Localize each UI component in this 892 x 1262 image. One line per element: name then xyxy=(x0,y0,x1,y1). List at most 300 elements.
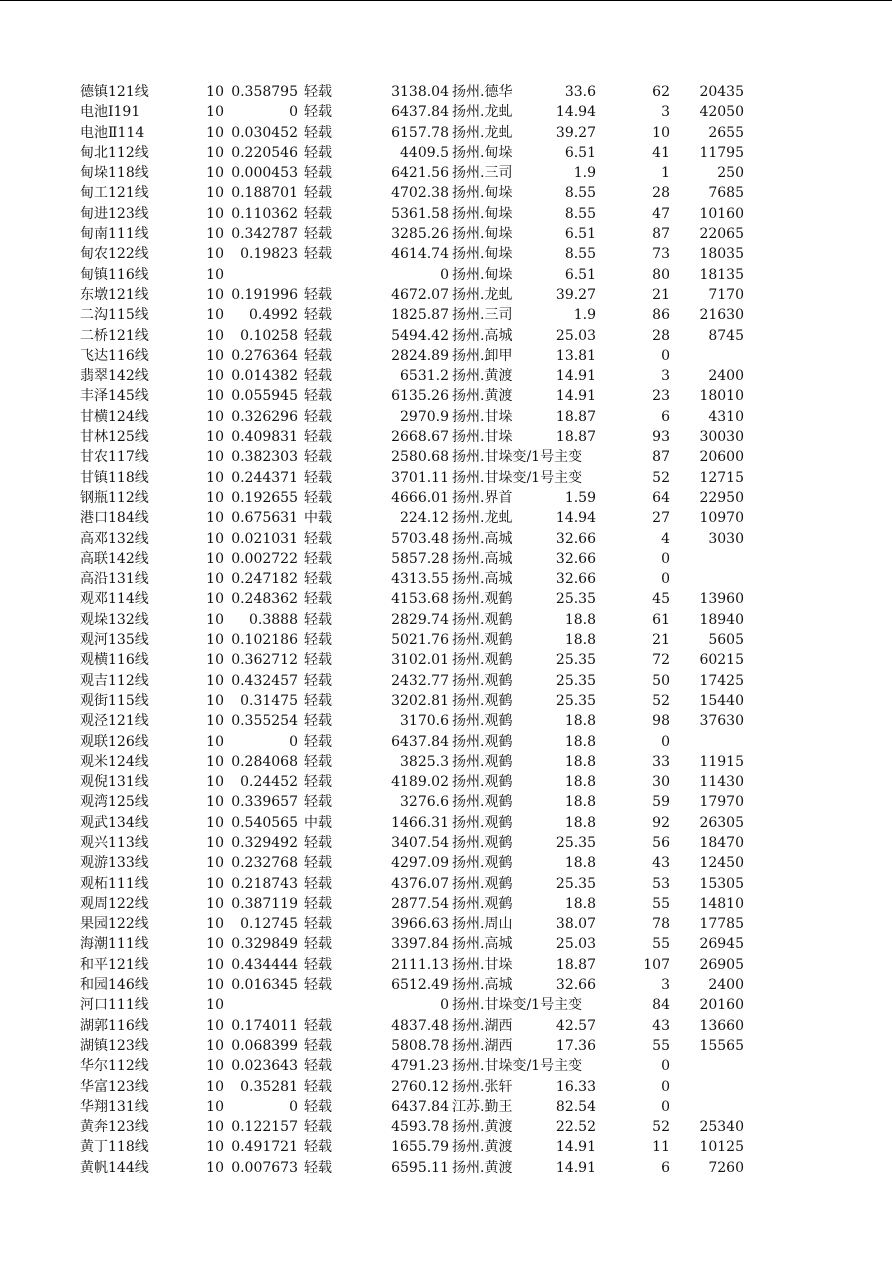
table-row xyxy=(0,894,892,914)
capacity-cell: 6437.84 xyxy=(391,104,449,121)
count-cell: 55 xyxy=(652,1037,670,1054)
count-cell: 52 xyxy=(652,692,670,709)
load-rate-cell: 0.35281 xyxy=(240,1078,298,1095)
length-cell: 32.66 xyxy=(555,977,596,994)
load-status-cell: 轻载 xyxy=(304,1159,332,1176)
line-name-cell: 德镇121线 xyxy=(80,84,149,100)
capacity-cell: 3407.54 xyxy=(391,834,449,851)
capacity-cell: 4409.5 xyxy=(400,144,449,161)
load-status-cell: 轻载 xyxy=(304,550,332,567)
line-name-cell: 华尔112线 xyxy=(80,1058,149,1075)
count-cell: 3 xyxy=(661,104,670,121)
count-cell: 45 xyxy=(652,591,670,608)
length-cell: 18.87 xyxy=(555,429,596,446)
table-row xyxy=(0,995,892,1015)
substation-cell: 扬州.观鹤 xyxy=(452,733,513,750)
load-status-cell: 轻载 xyxy=(304,1037,332,1054)
line-name-cell: 东墩121线 xyxy=(80,286,149,303)
line-name-cell: 观湾125线 xyxy=(80,794,149,811)
table-row xyxy=(0,1137,892,1157)
substation-cell: 扬州.观鹤 xyxy=(452,753,513,770)
voltage-cell: 10 xyxy=(206,814,224,831)
voltage-cell: 10 xyxy=(206,672,224,689)
count-cell: 0 xyxy=(661,571,670,588)
load-rate-cell: 0.002722 xyxy=(231,550,298,567)
substation-cell: 扬州.高城 xyxy=(452,550,513,567)
line-name-cell: 黄帆144线 xyxy=(80,1159,149,1176)
table-row xyxy=(0,610,892,630)
load-status-cell: 轻载 xyxy=(304,591,332,608)
value-cell: 11430 xyxy=(699,774,744,791)
load-status-cell: 轻载 xyxy=(304,165,332,182)
load-rate-cell: 0.122157 xyxy=(231,1119,298,1136)
line-name-cell: 高联142线 xyxy=(80,550,149,567)
line-name-cell: 观武134线 xyxy=(80,814,149,831)
line-name-cell: 二桥121线 xyxy=(80,327,149,344)
voltage-cell: 10 xyxy=(206,104,224,121)
capacity-cell: 0 xyxy=(440,266,449,283)
substation-cell: 扬州.观鹤 xyxy=(452,652,513,669)
table-row xyxy=(0,386,892,406)
load-rate-cell: 0.068399 xyxy=(231,1037,298,1054)
load-status-cell: 轻载 xyxy=(304,875,332,892)
capacity-cell: 4614.74 xyxy=(391,246,449,263)
line-name-cell: 和园146线 xyxy=(80,977,149,994)
load-status-cell: 轻载 xyxy=(304,489,332,506)
substation-cell: 扬州.甸垛 xyxy=(452,246,513,263)
load-status-cell: 轻载 xyxy=(304,205,332,222)
voltage-cell: 10 xyxy=(206,591,224,608)
length-cell: 6.51 xyxy=(564,266,596,283)
table-row xyxy=(0,569,892,589)
count-cell: 43 xyxy=(652,855,670,872)
count-cell: 0 xyxy=(661,733,670,750)
voltage-cell: 10 xyxy=(206,368,224,385)
load-rate-cell: 0.218743 xyxy=(231,875,298,892)
value-cell: 18035 xyxy=(699,246,744,263)
load-rate-cell: 0.192655 xyxy=(231,489,298,506)
load-status-cell: 轻载 xyxy=(304,1119,332,1136)
value-cell: 17785 xyxy=(699,916,744,933)
count-cell: 21 xyxy=(652,286,670,303)
table-row xyxy=(0,711,892,731)
line-name-cell: 飞达116线 xyxy=(80,347,149,364)
load-status-cell: 轻载 xyxy=(304,226,332,243)
line-name-cell: 钢瓶112线 xyxy=(80,489,149,506)
substation-cell: 江苏.勤王 xyxy=(452,1098,513,1115)
load-status-cell: 轻载 xyxy=(304,1139,332,1156)
line-name-cell: 高邓132线 xyxy=(80,530,149,547)
length-cell: 38.07 xyxy=(555,916,596,933)
length-cell: 33.6 xyxy=(564,84,596,100)
load-rate-cell: 0.016345 xyxy=(231,977,298,994)
line-name-cell: 甸南111线 xyxy=(80,226,149,243)
load-rate-cell: 0.232768 xyxy=(231,855,298,872)
load-status-cell: 轻载 xyxy=(304,571,332,588)
load-rate-cell: 0.326296 xyxy=(231,408,298,425)
load-rate-cell: 0.31475 xyxy=(240,692,298,709)
load-rate-cell: 0.10258 xyxy=(240,327,298,344)
table-row xyxy=(0,326,892,346)
count-cell: 28 xyxy=(652,327,670,344)
table-row xyxy=(0,934,892,954)
value-cell: 37630 xyxy=(699,713,744,730)
value-cell: 26905 xyxy=(699,956,744,973)
count-cell: 33 xyxy=(652,753,670,770)
line-name-cell: 甘农117线 xyxy=(80,449,149,466)
length-cell: 18.8 xyxy=(564,632,596,649)
load-status-cell: 中载 xyxy=(304,814,332,831)
length-cell: 18.8 xyxy=(564,713,596,730)
voltage-cell: 10 xyxy=(206,977,224,994)
length-cell: 18.8 xyxy=(564,774,596,791)
capacity-cell: 5494.42 xyxy=(391,327,449,344)
length-cell: 18.8 xyxy=(564,753,596,770)
load-status-cell: 轻载 xyxy=(304,144,332,161)
count-cell: 59 xyxy=(652,794,670,811)
load-rate-cell: 0.102186 xyxy=(231,632,298,649)
value-cell: 13660 xyxy=(699,1017,744,1034)
value-cell: 250 xyxy=(717,165,744,182)
voltage-cell: 10 xyxy=(206,652,224,669)
table-row xyxy=(0,792,892,812)
load-status-cell: 轻载 xyxy=(304,246,332,263)
substation-cell: 扬州.高城 xyxy=(452,571,513,588)
count-cell: 6 xyxy=(661,1159,670,1176)
substation-cell: 扬州.观鹤 xyxy=(452,692,513,709)
load-rate-cell: 0.247182 xyxy=(231,571,298,588)
length-cell: 32.66 xyxy=(555,571,596,588)
load-rate-cell: 0.342787 xyxy=(231,226,298,243)
count-cell: 55 xyxy=(652,895,670,912)
table-row xyxy=(0,224,892,244)
value-cell: 15565 xyxy=(699,1037,744,1054)
line-name-cell: 湖郭116线 xyxy=(80,1017,149,1034)
count-cell: 87 xyxy=(652,449,670,466)
substation-cell: 扬州.甘垛变/1号主变 xyxy=(452,997,583,1014)
load-status-cell: 轻载 xyxy=(304,774,332,791)
table-row xyxy=(0,955,892,975)
line-name-cell: 观街115线 xyxy=(80,692,149,709)
value-cell: 7685 xyxy=(708,185,744,202)
load-status-cell: 轻载 xyxy=(304,530,332,547)
capacity-cell: 4313.55 xyxy=(391,571,449,588)
load-status-cell: 轻载 xyxy=(304,449,332,466)
capacity-cell: 4153.68 xyxy=(391,591,449,608)
voltage-cell: 10 xyxy=(206,632,224,649)
capacity-cell: 2580.68 xyxy=(391,449,449,466)
capacity-cell: 6437.84 xyxy=(391,733,449,750)
capacity-cell: 3966.63 xyxy=(391,916,449,933)
capacity-cell: 2111.13 xyxy=(391,956,449,973)
table-row xyxy=(0,143,892,163)
load-rate-cell: 0.12745 xyxy=(240,916,298,933)
count-cell: 56 xyxy=(652,834,670,851)
voltage-cell: 10 xyxy=(206,753,224,770)
capacity-cell: 2877.54 xyxy=(391,895,449,912)
count-cell: 93 xyxy=(652,429,670,446)
length-cell: 32.66 xyxy=(555,530,596,547)
substation-cell: 扬州.观鹤 xyxy=(452,672,513,689)
load-rate-cell: 0.191996 xyxy=(231,286,298,303)
count-cell: 73 xyxy=(652,246,670,263)
capacity-cell: 5857.28 xyxy=(391,550,449,567)
capacity-cell: 3202.81 xyxy=(391,692,449,709)
load-status-cell: 轻载 xyxy=(304,1098,332,1115)
value-cell: 18470 xyxy=(699,834,744,851)
table-row xyxy=(0,204,892,224)
voltage-cell: 10 xyxy=(206,327,224,344)
load-rate-cell: 0.3888 xyxy=(249,611,298,628)
line-name-cell: 高沿131线 xyxy=(80,571,149,588)
table-row xyxy=(0,853,892,873)
capacity-cell: 3276.6 xyxy=(400,794,449,811)
load-status-cell: 轻载 xyxy=(304,327,332,344)
voltage-cell: 10 xyxy=(206,550,224,567)
line-name-cell: 观吉112线 xyxy=(80,672,149,689)
table-row xyxy=(0,468,892,488)
substation-cell: 扬州.甘垛 xyxy=(452,429,513,446)
line-name-cell: 甸农122线 xyxy=(80,246,149,263)
value-cell: 3030 xyxy=(708,530,744,547)
substation-cell: 扬州.观鹤 xyxy=(452,591,513,608)
load-rate-cell: 0.329492 xyxy=(231,834,298,851)
load-rate-cell: 0.362712 xyxy=(231,652,298,669)
load-status-cell: 轻载 xyxy=(304,429,332,446)
line-name-cell: 黄奔123线 xyxy=(80,1119,149,1136)
voltage-cell: 10 xyxy=(206,205,224,222)
voltage-cell: 10 xyxy=(206,733,224,750)
capacity-cell: 3825.3 xyxy=(400,753,449,770)
substation-cell: 扬州.黄渡 xyxy=(452,388,513,405)
load-rate-cell: 0.276364 xyxy=(231,347,298,364)
table-row xyxy=(0,447,892,467)
length-cell: 22.52 xyxy=(555,1119,596,1136)
line-name-cell: 甸垛118线 xyxy=(80,165,149,182)
load-status-cell: 轻载 xyxy=(304,1058,332,1075)
length-cell: 18.87 xyxy=(555,408,596,425)
substation-cell: 扬州.观鹤 xyxy=(452,814,513,831)
length-cell: 39.27 xyxy=(555,286,596,303)
count-cell: 21 xyxy=(652,632,670,649)
table-row xyxy=(0,102,892,122)
count-cell: 27 xyxy=(652,510,670,527)
value-cell: 2400 xyxy=(708,977,744,994)
capacity-cell: 5361.58 xyxy=(391,205,449,222)
capacity-cell: 6157.78 xyxy=(391,124,449,141)
load-status-cell: 轻载 xyxy=(304,916,332,933)
count-cell: 0 xyxy=(661,347,670,364)
value-cell: 2655 xyxy=(708,124,744,141)
value-cell: 15305 xyxy=(699,875,744,892)
value-cell: 18135 xyxy=(699,266,744,283)
table-row xyxy=(0,488,892,508)
capacity-cell: 224.12 xyxy=(400,510,449,527)
line-name-cell: 黄丁118线 xyxy=(80,1139,149,1156)
capacity-cell: 2829.74 xyxy=(391,611,449,628)
count-cell: 86 xyxy=(652,307,670,324)
count-cell: 0 xyxy=(661,1058,670,1075)
table-row xyxy=(0,346,892,366)
length-cell: 18.8 xyxy=(564,814,596,831)
line-name-cell: 电池Ⅰ191 xyxy=(80,104,141,121)
count-cell: 52 xyxy=(652,1119,670,1136)
capacity-cell: 6531.2 xyxy=(400,368,449,385)
count-cell: 72 xyxy=(652,652,670,669)
line-name-cell: 港口184线 xyxy=(80,510,149,527)
count-cell: 4 xyxy=(661,530,670,547)
voltage-cell: 10 xyxy=(206,429,224,446)
count-cell: 92 xyxy=(652,814,670,831)
line-name-cell: 甸工121线 xyxy=(80,185,149,202)
load-rate-cell: 0.675631 xyxy=(231,510,298,527)
capacity-cell: 4791.23 xyxy=(391,1058,449,1075)
voltage-cell: 10 xyxy=(206,165,224,182)
table-row xyxy=(0,285,892,305)
length-cell: 6.51 xyxy=(564,226,596,243)
substation-cell: 扬州.高城 xyxy=(452,977,513,994)
table-row xyxy=(0,752,892,772)
value-cell: 42050 xyxy=(699,104,744,121)
voltage-cell: 10 xyxy=(206,936,224,953)
substation-cell: 扬州.三司 xyxy=(452,307,513,324)
voltage-cell: 10 xyxy=(206,1078,224,1095)
substation-cell: 扬州.龙虬 xyxy=(452,286,513,303)
line-name-cell: 观倪131线 xyxy=(80,774,149,791)
length-cell: 25.03 xyxy=(555,327,596,344)
load-status-cell: 轻载 xyxy=(304,753,332,770)
substation-cell: 扬州.黄渡 xyxy=(452,1159,513,1176)
load-status-cell: 轻载 xyxy=(304,408,332,425)
voltage-cell: 10 xyxy=(206,1058,224,1075)
line-name-cell: 海潮111线 xyxy=(80,936,149,953)
voltage-cell: 10 xyxy=(206,895,224,912)
count-cell: 55 xyxy=(652,936,670,953)
count-cell: 61 xyxy=(652,611,670,628)
length-cell: 39.27 xyxy=(555,124,596,141)
count-cell: 52 xyxy=(652,469,670,486)
capacity-cell: 6512.49 xyxy=(391,977,449,994)
value-cell: 22950 xyxy=(699,489,744,506)
capacity-cell: 3701.11 xyxy=(391,469,449,486)
load-rate-cell: 0.540565 xyxy=(231,814,298,831)
value-cell: 10160 xyxy=(699,205,744,222)
voltage-cell: 10 xyxy=(206,286,224,303)
load-rate-cell: 0.4992 xyxy=(249,307,298,324)
substation-cell: 扬州.观鹤 xyxy=(452,632,513,649)
value-cell: 30030 xyxy=(699,429,744,446)
count-cell: 23 xyxy=(652,388,670,405)
count-cell: 107 xyxy=(643,956,670,973)
value-cell: 21630 xyxy=(699,307,744,324)
voltage-cell: 10 xyxy=(206,956,224,973)
load-rate-cell: 0.432457 xyxy=(231,672,298,689)
load-rate-cell: 0.491721 xyxy=(231,1139,298,1156)
load-status-cell: 轻载 xyxy=(304,855,332,872)
capacity-cell: 1655.79 xyxy=(391,1139,449,1156)
table-row xyxy=(0,1158,892,1178)
voltage-cell: 10 xyxy=(206,855,224,872)
substation-cell: 扬州.周山 xyxy=(452,916,513,933)
count-cell: 0 xyxy=(661,1098,670,1115)
capacity-cell: 6135.26 xyxy=(391,388,449,405)
voltage-cell: 10 xyxy=(206,124,224,141)
table-row xyxy=(0,427,892,447)
table-row xyxy=(0,650,892,670)
length-cell: 1.9 xyxy=(573,307,596,324)
count-cell: 10 xyxy=(652,124,670,141)
length-cell: 18.8 xyxy=(564,895,596,912)
load-status-cell: 轻载 xyxy=(304,956,332,973)
load-status-cell: 轻载 xyxy=(304,104,332,121)
load-rate-cell: 0 xyxy=(289,1098,298,1115)
line-name-cell: 甘镇118线 xyxy=(80,469,149,486)
length-cell: 18.8 xyxy=(564,855,596,872)
load-rate-cell: 0 xyxy=(289,733,298,750)
length-cell: 13.81 xyxy=(555,347,596,364)
substation-cell: 扬州.观鹤 xyxy=(452,794,513,811)
substation-cell: 扬州.甘垛 xyxy=(452,956,513,973)
substation-cell: 扬州.甘垛变/1号主变 xyxy=(452,469,583,486)
table-row xyxy=(0,549,892,569)
load-rate-cell: 0.030452 xyxy=(231,124,298,141)
table-row xyxy=(0,589,892,609)
count-cell: 80 xyxy=(652,266,670,283)
table-row xyxy=(0,671,892,691)
line-name-cell: 甸镇116线 xyxy=(80,266,149,283)
voltage-cell: 10 xyxy=(206,489,224,506)
count-cell: 47 xyxy=(652,205,670,222)
load-rate-cell: 0.409831 xyxy=(231,429,298,446)
length-cell: 18.8 xyxy=(564,733,596,750)
load-rate-cell: 0.19823 xyxy=(240,246,298,263)
line-name-cell: 甘横124线 xyxy=(80,408,149,425)
length-cell: 8.55 xyxy=(564,185,596,202)
table-row xyxy=(0,691,892,711)
voltage-cell: 10 xyxy=(206,875,224,892)
load-rate-cell: 0.014382 xyxy=(231,368,298,385)
line-name-cell: 翡翠142线 xyxy=(80,368,149,385)
voltage-cell: 10 xyxy=(206,611,224,628)
table-row xyxy=(0,82,892,102)
line-name-cell: 河口111线 xyxy=(80,997,149,1014)
substation-cell: 扬州.观鹤 xyxy=(452,611,513,628)
voltage-cell: 10 xyxy=(206,1159,224,1176)
value-cell: 25340 xyxy=(699,1119,744,1136)
load-rate-cell: 0.329849 xyxy=(231,936,298,953)
length-cell: 42.57 xyxy=(555,1017,596,1034)
capacity-cell: 4702.38 xyxy=(391,185,449,202)
capacity-cell: 4297.09 xyxy=(391,855,449,872)
capacity-cell: 2824.89 xyxy=(391,347,449,364)
line-name-cell: 电池Ⅱ114 xyxy=(80,124,145,141)
load-rate-cell: 0.000453 xyxy=(231,165,298,182)
value-cell: 10970 xyxy=(699,510,744,527)
count-cell: 11 xyxy=(652,1139,670,1156)
voltage-cell: 10 xyxy=(206,246,224,263)
load-rate-cell: 0.023643 xyxy=(231,1058,298,1075)
value-cell: 18940 xyxy=(699,611,744,628)
line-name-cell: 观米124线 xyxy=(80,753,149,770)
load-rate-cell: 0.220546 xyxy=(231,144,298,161)
line-name-cell: 观泾121线 xyxy=(80,713,149,730)
value-cell: 7260 xyxy=(708,1159,744,1176)
length-cell: 14.94 xyxy=(555,104,596,121)
load-rate-cell: 0.055945 xyxy=(231,388,298,405)
voltage-cell: 10 xyxy=(206,347,224,364)
load-rate-cell: 0.434444 xyxy=(231,956,298,973)
value-cell: 10125 xyxy=(699,1139,744,1156)
